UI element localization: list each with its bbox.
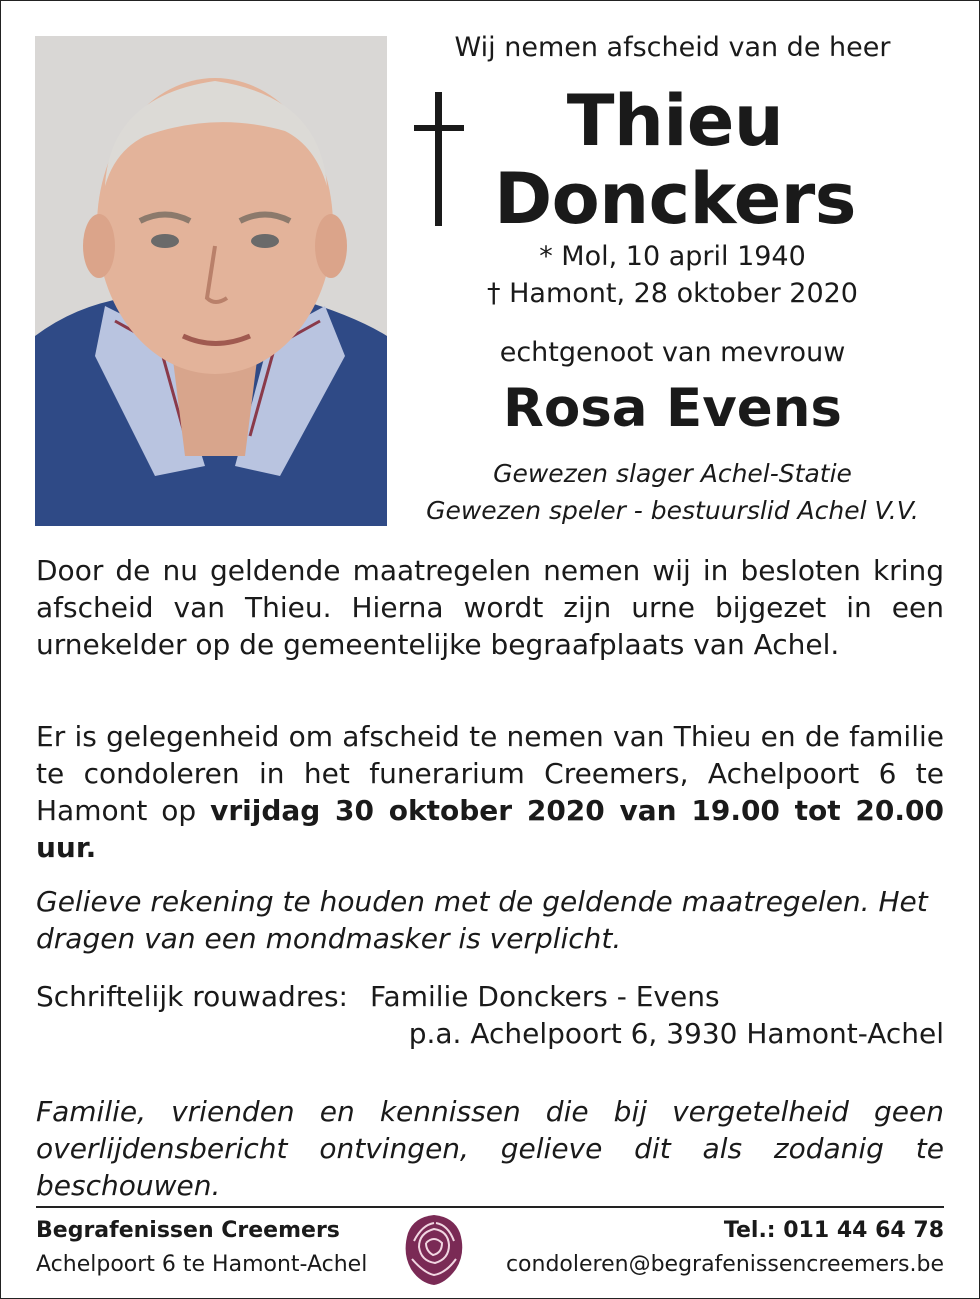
visitation-time: vrijdag 30 oktober 2020 van 19.00 tot 20.00 uur. xyxy=(36,794,944,864)
address-line-1: Familie Donckers - Evens xyxy=(370,980,720,1013)
address-line-2: p.a. Achelpoort 6, 3930 Hamont-Achel xyxy=(408,1017,944,1050)
mask-notice: Gelieve rekening te houden met de geldende maatregelen. Het dragen van een mondmasker is verplicht. xyxy=(36,885,928,955)
firm-name: Begrafenissen Creemers xyxy=(36,1218,340,1243)
role-line: Gewezen speler - bestuurslid Achel V.V. xyxy=(426,496,919,525)
ceremony-paragraph: Door de nu geldende maatregelen nemen wij in besloten kring afscheid van Thieu. Hierna wordt zijn urne bijgezet in een urnekelder op de gemeentelijke begraafplaats van Achel. xyxy=(36,554,944,661)
role-line: Gewezen slager Achel-Statie xyxy=(493,459,852,488)
firm-address: Achelpoort 6 te Hamont-Achel xyxy=(36,1252,368,1277)
deceased-last-name: Donckers xyxy=(494,158,856,240)
birth-line: * Mol, 10 april 1940 xyxy=(539,241,806,272)
rose-icon xyxy=(402,1211,466,1291)
portrait-photo xyxy=(35,36,387,526)
address-label: Schriftelijk rouwadres: xyxy=(36,980,348,1013)
footer-divider xyxy=(36,1206,944,1208)
email-link[interactable]: condoleren@begrafenissencreemers.be xyxy=(505,1252,944,1277)
intro-line: Wij nemen afscheid van de heer xyxy=(454,32,891,63)
closing-notice: Familie, vrienden en kennissen die bij vergetelheid geen overlijdensbericht ontvingen, gelieve dit als zodanig te beschouwen. xyxy=(36,1095,944,1202)
spouse-label: echtgenoot van mevrouw xyxy=(499,337,846,368)
deceased-first-name: Thieu xyxy=(566,80,784,162)
spouse-name: Rosa Evens xyxy=(503,378,842,439)
telephone[interactable]: Tel.: 011 44 64 78 xyxy=(723,1218,944,1243)
visitation-paragraph xyxy=(36,718,944,866)
death-line: † Hamont, 28 oktober 2020 xyxy=(487,278,858,309)
visitation-text: Er is gelegenheid om afscheid te nemen van Thieu en de familie te condoleren in het funerarium Creemers, Achelpoort 6 te Hamont op xyxy=(36,720,944,827)
cross-icon xyxy=(414,92,466,230)
